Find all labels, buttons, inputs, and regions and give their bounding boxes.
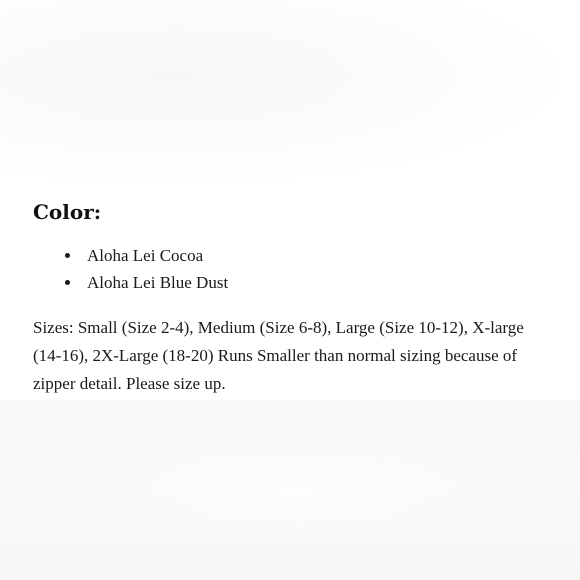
color-list [33,242,533,296]
list-item [65,269,533,296]
background-haze-top [0,0,580,190]
background-haze-bottom [0,400,580,580]
bullet-icon [65,280,70,285]
color-option-label: Aloha Lei Blue Dust [87,273,229,292]
bullet-icon [65,253,70,258]
sizes-description: Sizes: Small (Size 2-4), Medium (Size 6-8), Large (Size 10-12), X-large (14-16), 2X-Large (18-20) Runs Smaller than normal sizing because of zipper detail. Please size up. [33,318,524,393]
color-option-label: Aloha Lei Cocoa [87,246,204,265]
product-details [33,196,533,398]
list-item [65,242,533,269]
color-heading: Color: [33,200,102,224]
